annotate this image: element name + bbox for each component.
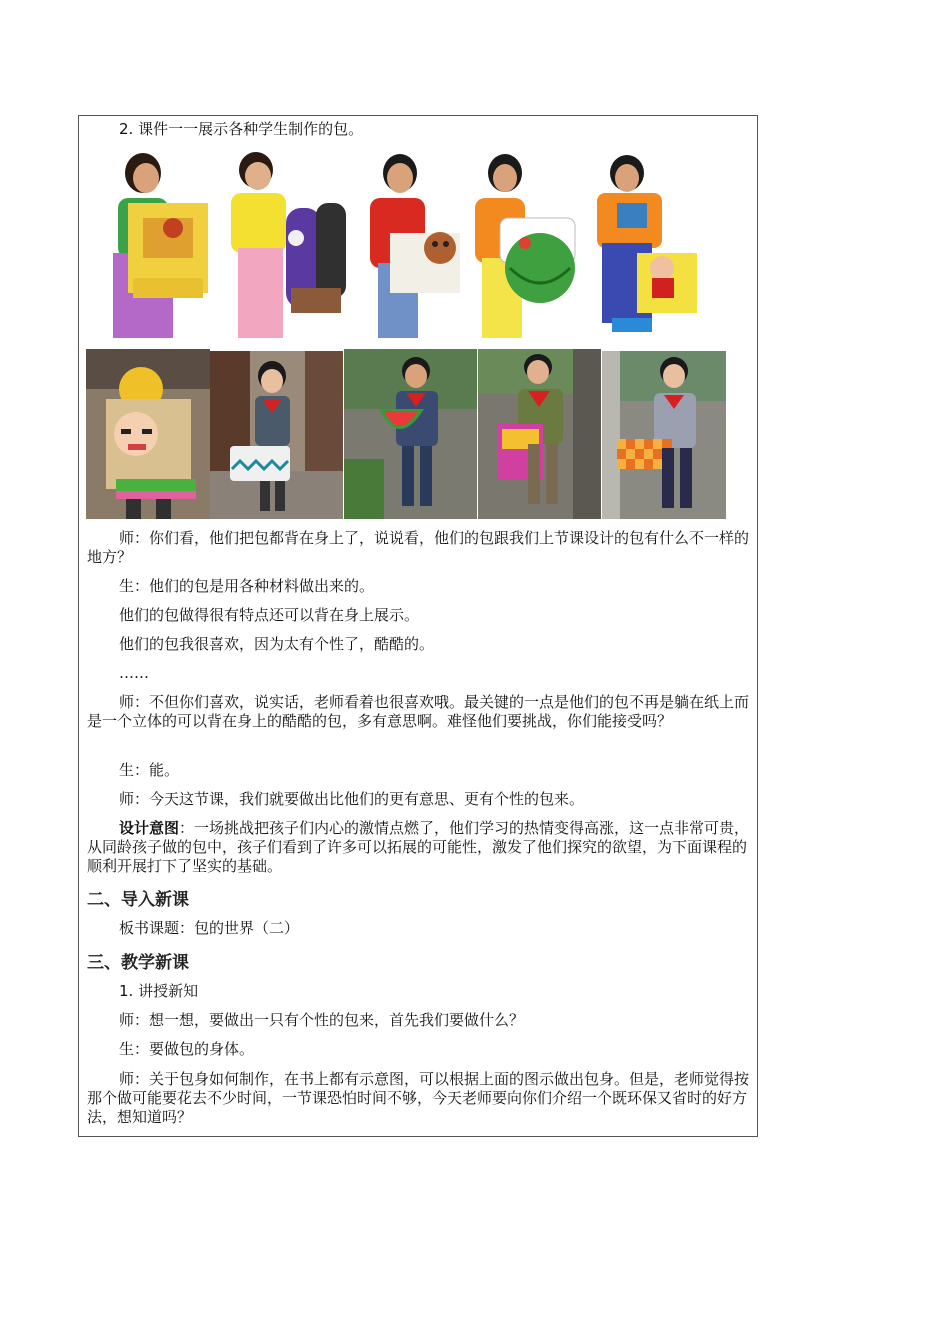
photo-boy-cardboard-bag <box>360 148 470 338</box>
paragraph-ellipsis: …… <box>119 664 149 682</box>
paragraph-student-answer-1: 生：他们的包是用各种材料做出来的。 <box>119 577 375 595</box>
paragraph-student-answer-2: 他们的包做得很有特点还可以背在身上展示。 <box>119 606 420 624</box>
photo-boy-cartoon-bag <box>582 148 702 338</box>
photo-boy-watermelon-bag <box>344 349 477 519</box>
paragraph-student-answer-3: 他们的包我很喜欢，因为太有个性了，酷酷的。 <box>119 635 435 653</box>
design-intent-text: ：一场挑战把孩子们内心的激情点燃了，他们学习的热情变得高涨，这一点非常可贵，从同龄孩子做的包中，孩子们看到了许多可以拓展的可能性，激发了他们探究的欲望，为下面课程的顺利开展打下了坚实的基础。 <box>87 819 750 875</box>
paragraph-student-body: 生：要做包的身体。 <box>119 1040 255 1058</box>
photo-kid-costume-bag <box>86 349 210 519</box>
paragraph-board-title: 板书课题：包的世界（二） <box>119 919 300 937</box>
paragraph-teacher-comment: 师：不但你们喜欢，说实话，老师看着也很喜欢哦。最关键的一点是他们的包不再是躺在纸上而是一个立体的可以背在身上的酷酷的包，多有意思啊。难怪他们要挑战，你们能接受吗？ <box>87 693 750 730</box>
paragraph-teacher-think: 师：想一想，要做出一只有个性的包来，首先我们要做什么？ <box>119 1011 525 1029</box>
paragraph-teacher-today: 师：今天这节课，我们就要做出比他们的更有意思、更有个性的包来。 <box>119 790 585 808</box>
photo-girl-animal-bags <box>226 148 358 338</box>
paragraph-teacher-method: 师：关于包身如何制作，在书上都有示意图，可以根据上面的图示做出包身。但是，老师觉得按那个做可能要花去不少时间，一节课恐怕时间不够，今天老师要向你们介绍一个既环保又省时的好方法，想知道吗？ <box>87 1070 750 1126</box>
photo-girl-shark-bag <box>210 351 343 519</box>
photo-girl-frog-bag <box>470 148 582 338</box>
photo-girl-colorful-bag <box>478 349 601 519</box>
photo-girl-checkered-bag <box>602 351 726 519</box>
design-intent-label: 设计意图 <box>119 819 180 837</box>
paragraph-teach-new: 1. 讲授新知 <box>119 982 199 1000</box>
paragraph-design-intent <box>87 819 751 876</box>
heading-new-lesson: 三、教学新课 <box>87 953 189 973</box>
paragraph-courseware: 2. 课件一一展示各种学生制作的包。 <box>119 120 364 138</box>
heading-import-lesson: 二、导入新课 <box>87 890 189 910</box>
paragraph-teacher-question: 师：你们看，他们把包都背在身上了，说说看，他们的包跟我们上节课设计的包有什么不一样的地方？ <box>87 529 750 566</box>
photo-girl-cardboard-bag <box>88 148 216 338</box>
paragraph-student-yes: 生：能。 <box>119 761 180 779</box>
